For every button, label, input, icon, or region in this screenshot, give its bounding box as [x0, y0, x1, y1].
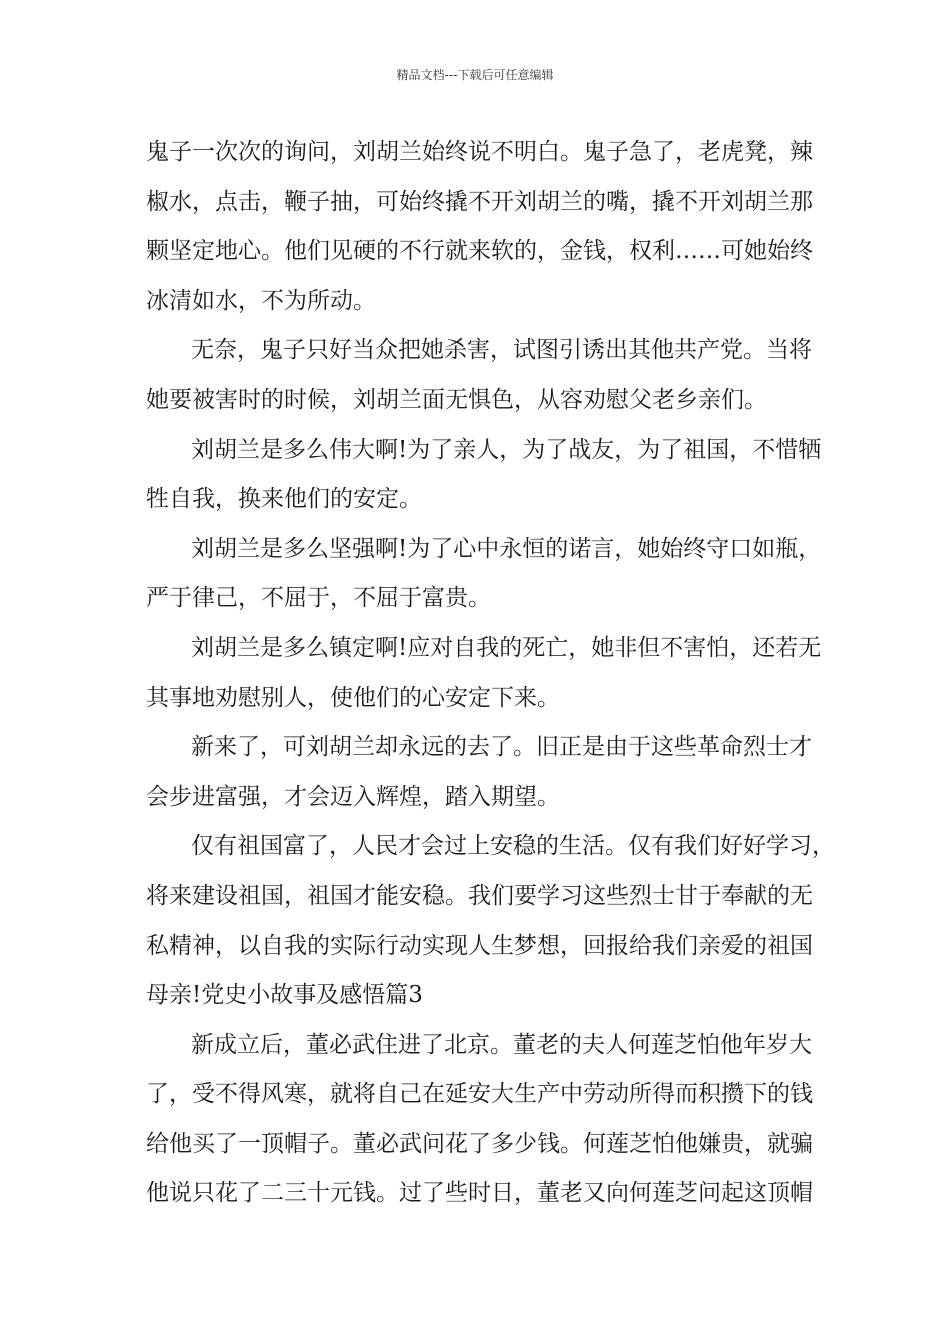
- document-body: [146, 128, 835, 1219]
- text-line: 严于律己，不屈于，不屈于富贵。: [146, 585, 491, 612]
- text-line: 椒水，点击，鞭子抽，可始终撬不开刘胡兰的嘴，撬不开刘胡兰那: [146, 188, 813, 215]
- text-line: 刘胡兰是多么坚强啊!为了心中永恒的诺言，她始终守口如瓶，: [191, 535, 822, 562]
- text-line: 新成立后，董必武住进了北京。董老的夫人何莲芝怕他年岁大: [191, 1031, 812, 1058]
- text-line: 母亲!党史小故事及感悟篇3: [146, 982, 423, 1009]
- text-line: 冰清如水，不为所动。: [146, 287, 376, 314]
- text-line: 仅有祖国富了，人民才会过上安稳的生活。仅有我们好好学习，: [191, 833, 835, 860]
- text-line: 牲自我，换来他们的安定。: [146, 486, 422, 513]
- text-line: 她要被害时的时候，刘胡兰面无惧色，从容劝慰父老乡亲们。: [146, 386, 767, 413]
- text-line: 鬼子一次次的询问，刘胡兰始终说不明白。鬼子急了，老虎凳，辣: [146, 139, 813, 165]
- text-line: 刘胡兰是多么伟大啊!为了亲人，为了战友，为了祖国，不惜牺: [191, 436, 822, 463]
- text-line: 私精神，以自我的实际行动实现人生梦想，回报给我们亲爱的祖国: [146, 932, 813, 959]
- text-line: 无奈，鬼子只好当众把她杀害，试图引诱出其他共产党。当将: [191, 337, 812, 364]
- text-line: 其事地劝慰别人，使他们的心安定下来。: [146, 684, 560, 711]
- text-line: 了，受不得风寒，就将自己在延安大生产中劳动所得而积攒下的钱: [146, 1081, 813, 1108]
- text-line: 颗坚定地心。他们见硬的不行就来软的，金钱，权利……可她始终: [146, 238, 813, 265]
- text-line: 会步进富强，才会迈入辉煌，踏入期望。: [146, 783, 560, 810]
- text-line: 刘胡兰是多么镇定啊!应对自我的死亡，她非但不害怕，还若无: [191, 634, 822, 661]
- page-header: 精品文档---下载后可任意编辑: [396, 68, 554, 82]
- text-line: 将来建设祖国，祖国才能安稳。我们要学习这些烈士甘于奉献的无: [146, 882, 813, 909]
- text-line: 给他买了一顶帽子。董必武问花了多少钱。何莲芝怕他嫌贵，就骗: [146, 1130, 813, 1157]
- text-line: 新来了，可刘胡兰却永远的去了。旧正是由于这些革命烈士才: [191, 734, 812, 761]
- text-line: 他说只花了二三十元钱。过了些时日，董老又向何莲芝问起这顶帽: [146, 1180, 813, 1207]
